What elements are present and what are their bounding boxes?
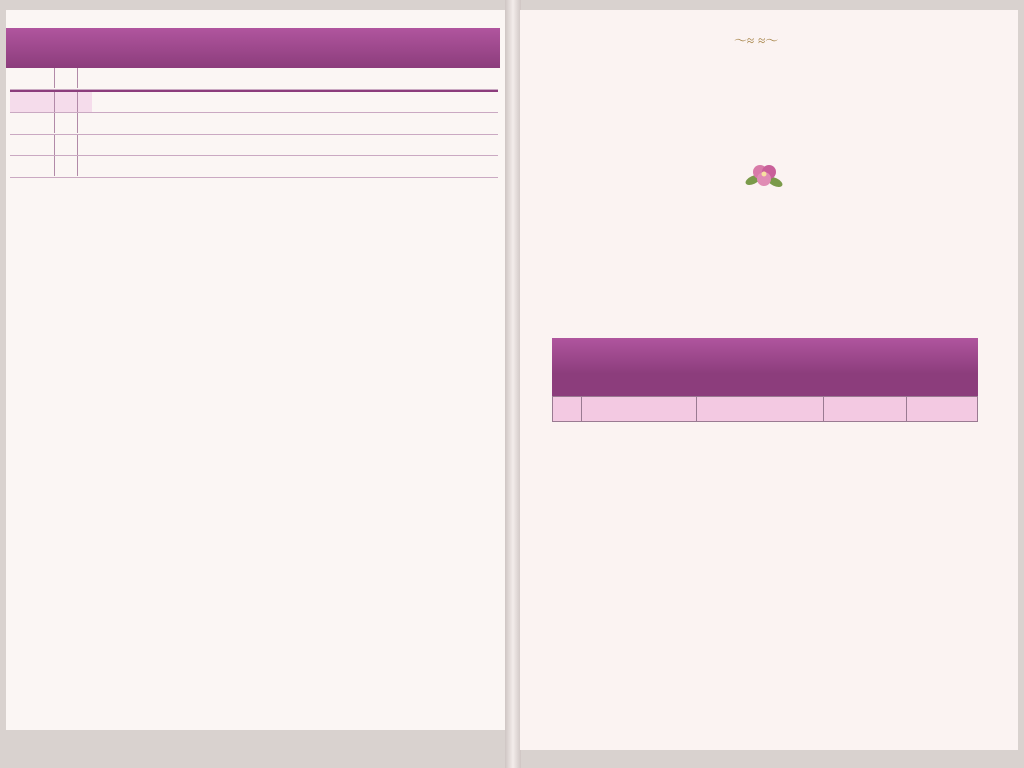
calendar-month-title: [6, 28, 500, 68]
calendar-day-row: [10, 156, 498, 178]
readings-table-title: [552, 338, 978, 374]
page-number: [734, 30, 778, 50]
header-apostolos: [582, 397, 697, 422]
table-header-row: [553, 397, 978, 422]
calendar-day-row: [10, 113, 498, 135]
book-gutter: [505, 0, 521, 768]
weekday-letter: [54, 156, 78, 176]
calendar-day-row: [10, 68, 498, 90]
ornament-right-icon: ≈〜: [758, 33, 779, 48]
header-ichos: [824, 397, 907, 422]
flower-icon: [744, 160, 784, 192]
calendar-list: [10, 68, 498, 178]
ornament-left-icon: 〜≈: [734, 33, 755, 48]
readings-table-subtitle: [552, 374, 978, 396]
weekday-letter: [54, 113, 78, 133]
weekday-letter: [54, 68, 78, 88]
weekday-letter: [54, 135, 78, 155]
moon-phase-legend: [14, 698, 500, 718]
header-evangelion: [697, 397, 824, 422]
calendar-day-row: [10, 90, 498, 114]
readings-table: [552, 338, 978, 422]
calendar-day-row: [10, 135, 498, 157]
header-eothinon: [907, 397, 978, 422]
weekday-letter: [54, 92, 78, 112]
header-hm: [553, 397, 582, 422]
